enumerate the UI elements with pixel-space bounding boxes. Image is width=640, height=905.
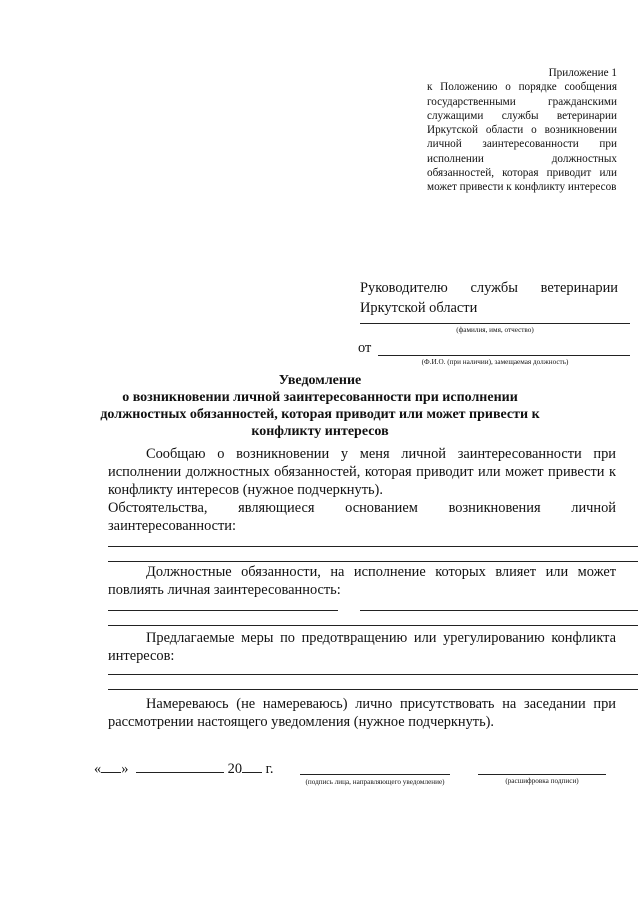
signer-hint-text: (подпись лица, направляющего уведомление) — [305, 778, 445, 786]
measures-line-2 — [108, 689, 638, 690]
signature-line — [300, 774, 450, 775]
signer-hint — [300, 777, 450, 787]
duties-line-1 — [108, 610, 338, 611]
addressee-text: Руководителю службы ветеринарии Иркутской области — [360, 280, 618, 316]
month-blank — [136, 760, 224, 773]
date-close-quote: » — [121, 761, 129, 777]
from-line — [378, 355, 630, 356]
heading-line-1: Уведомление — [278, 373, 362, 388]
year-suffix: г. — [265, 761, 274, 777]
signature-decode-line — [478, 774, 606, 775]
paragraph-circumstances: Обстоятельства, являющиеся основанием возникновения личной заинтересованности: — [108, 500, 616, 534]
addressee-name-hint: (фамилия, имя, отчество) — [456, 326, 534, 334]
duties-line-1b — [360, 610, 638, 611]
decode-hint: (расшифровка подписи) — [505, 777, 579, 785]
paragraph-occurrence: Сообщаю о возникновении у меня личной заинтересованности при исполнении должностных обязанностей, которая приводит или может привести к конфликту интересов (нужное подчеркнуть). — [108, 446, 616, 498]
circumstances-line-1 — [108, 546, 638, 547]
measures-line-1 — [108, 674, 638, 675]
paragraph-measures: Предлагаемые меры по предотвращению или урегулированию конфликта интересов: — [108, 630, 616, 664]
date-field — [94, 760, 274, 777]
day-blank — [101, 760, 121, 773]
appendix-block — [427, 66, 617, 195]
date-open-quote: « — [94, 761, 102, 777]
duties-line-2 — [108, 625, 638, 626]
appendix-text: к Положению о порядке сообщения государственными гражданскими служащими службы ветеринарии Иркутской области о возникновении личной заинтересованности при исполнении должностных обязанностей, которая приводит или может привести к конфликту интересов — [427, 81, 617, 194]
paragraph-duties: Должностные обязанности, на исполнение которых влияет или может повлиять личная заинтересованность: — [108, 564, 616, 598]
paragraph-attendance: Намереваюсь (не намереваюсь) лично присутствовать на заседании при рассмотрении настоящего уведомления (нужное подчеркнуть). — [108, 696, 616, 730]
addressee-name-line — [360, 323, 630, 324]
year-blank — [242, 760, 262, 773]
year-prefix: 20 — [227, 761, 243, 777]
from-label: от — [358, 340, 372, 356]
heading-line-2: о возникновении личной заинтересованности при исполнении должностных обязанностей, которая приводит или может привести к конфликту интересов — [100, 390, 540, 439]
appendix-title: Приложение 1 — [548, 67, 617, 79]
circumstances-line-2 — [108, 561, 638, 562]
from-hint: (Ф.И.О. (при наличии), замещаемая должность) — [421, 358, 569, 366]
document-heading — [100, 372, 540, 440]
